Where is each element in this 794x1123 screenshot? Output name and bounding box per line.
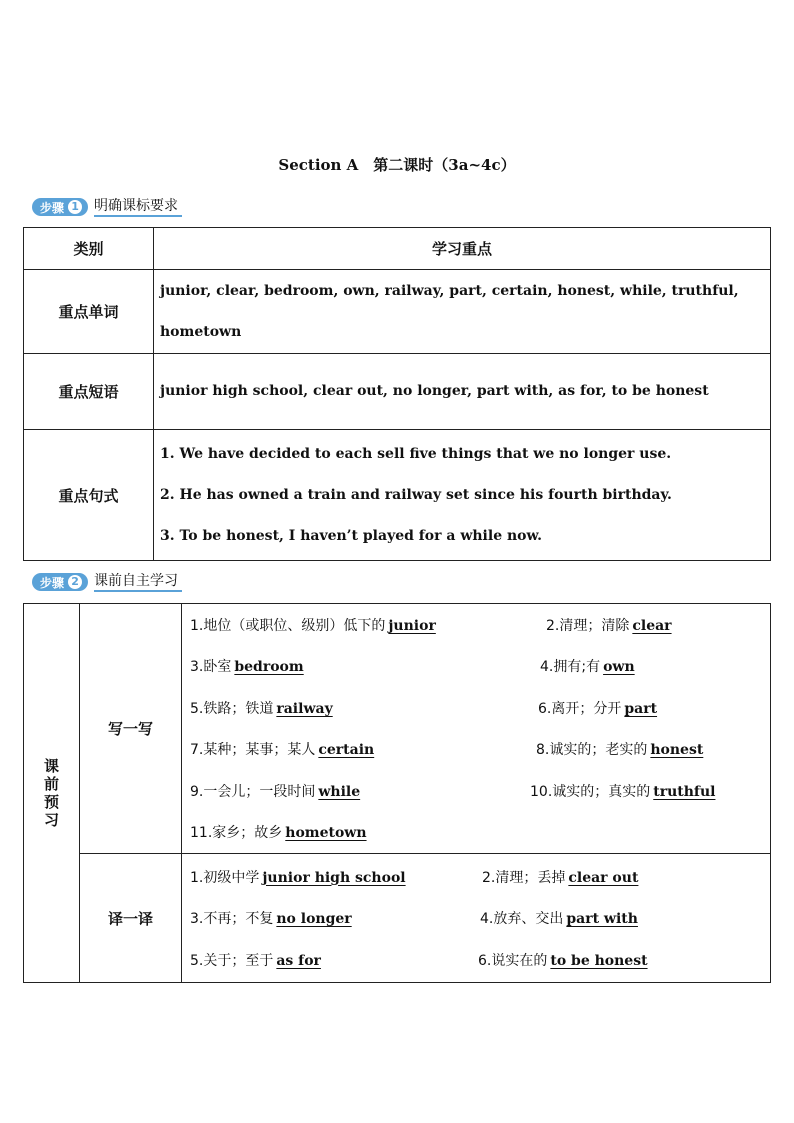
item-answer: honest <box>650 742 704 759</box>
item-answer: clear out <box>568 869 639 886</box>
step-2-title: 课前自主学习 <box>94 572 182 592</box>
list-item <box>190 687 762 729</box>
item-cn: 9.一会儿；一段时间 <box>190 783 316 800</box>
write-label: 写一写 <box>80 604 182 854</box>
item-cn: 6.说实在的 <box>478 952 548 969</box>
side-char: 课 <box>43 757 59 775</box>
item-answer: part with <box>566 911 638 927</box>
item-answer: bedroom <box>234 659 304 676</box>
step-2-label: 步骤 <box>40 575 65 590</box>
key-points-table <box>23 227 771 561</box>
side-char: 前 <box>43 775 59 793</box>
list-item <box>190 604 762 646</box>
row-category: 重点句式 <box>24 430 154 561</box>
table-row <box>24 430 771 561</box>
header-category: 类别 <box>24 228 154 270</box>
list-item <box>190 856 762 898</box>
translate-section <box>24 854 771 983</box>
table-row <box>24 270 771 354</box>
preview-table <box>23 603 771 983</box>
step-1-heading <box>32 197 182 217</box>
item-answer: own <box>603 659 635 676</box>
list-item <box>190 897 762 939</box>
row-category: 重点短语 <box>24 354 154 430</box>
row-content <box>154 270 771 354</box>
item-answer: truthful <box>653 783 716 800</box>
item-answer: hometown <box>285 825 367 842</box>
item-cn: 4.拥有;有 <box>540 659 601 676</box>
step-1-title: 明确课标要求 <box>94 197 182 217</box>
side-char: 预 <box>43 793 59 811</box>
row-category: 重点单词 <box>24 270 154 354</box>
item-cn: 7.某种；某事；某人 <box>190 742 316 759</box>
item-cn: 3.不再；不复 <box>190 911 274 927</box>
table-header-row <box>24 228 771 270</box>
item-cn: 5.关于；至于 <box>190 952 274 969</box>
header-focus: 学习重点 <box>154 228 771 270</box>
item-cn: 2.清理；丢掉 <box>482 869 566 886</box>
item-cn: 6.离开；分开 <box>538 700 622 717</box>
content-line: junior high school, clear out, no longer, part with, as for, to be honest <box>160 383 709 399</box>
translate-grid <box>182 854 771 983</box>
list-item <box>190 812 762 854</box>
content-line: 3. To be honest, I haven’t played for a while now. <box>160 527 543 544</box>
content-line: 1. We have decided to each sell five things that we no longer use. <box>160 445 672 462</box>
item-cn: 3.卧室 <box>190 659 232 676</box>
item-cn: 8.诚实的；老实的 <box>536 742 648 759</box>
write-grid <box>182 604 771 854</box>
list-item <box>190 646 762 688</box>
step-1-badge <box>32 198 88 216</box>
step-2-badge <box>32 573 88 591</box>
row-content <box>154 430 771 561</box>
row-content <box>154 354 771 430</box>
item-answer: railway <box>276 700 333 717</box>
item-answer: part <box>624 700 658 717</box>
write-section <box>24 604 771 854</box>
list-item <box>190 939 762 981</box>
step-2-number: 2 <box>68 575 82 589</box>
content-line: junior, clear, bedroom, own, railway, part, certain, honest, while, truthful, <box>160 282 739 299</box>
content-line: 2. He has owned a train and railway set since his fourth birthday. <box>160 486 672 503</box>
item-answer: as for <box>276 952 321 969</box>
table-row <box>24 354 771 430</box>
item-answer: junior <box>388 617 436 634</box>
step-2-heading <box>32 572 182 592</box>
step-1-label: 步骤 <box>40 200 65 215</box>
item-answer: junior high school <box>262 869 406 886</box>
item-answer: to be honest <box>550 952 648 969</box>
item-cn: 10.诚实的；真实的 <box>530 783 651 800</box>
item-answer: while <box>318 783 361 800</box>
item-cn: 5.铁路；铁道 <box>190 700 274 717</box>
content-line: hometown <box>160 323 242 340</box>
page-title: Section A 第二课时（3a~4c） <box>278 156 516 174</box>
item-cn: 1.地位（或职位、级别）低下的 <box>190 617 386 634</box>
step-1-number: 1 <box>68 200 82 214</box>
item-answer: no longer <box>276 911 352 927</box>
item-cn: 2.清理；清除 <box>546 617 630 634</box>
item-cn: 11.家乡；故乡 <box>190 825 283 842</box>
preview-side-label <box>24 604 80 983</box>
translate-label: 译一译 <box>80 854 182 983</box>
side-char: 习 <box>43 811 59 829</box>
list-item <box>190 729 762 771</box>
item-answer: certain <box>318 742 375 759</box>
item-answer: clear <box>632 617 672 634</box>
item-cn: 4.放弃、交出 <box>480 911 564 927</box>
item-cn: 1.初级中学 <box>190 869 260 886</box>
list-item <box>190 770 762 812</box>
